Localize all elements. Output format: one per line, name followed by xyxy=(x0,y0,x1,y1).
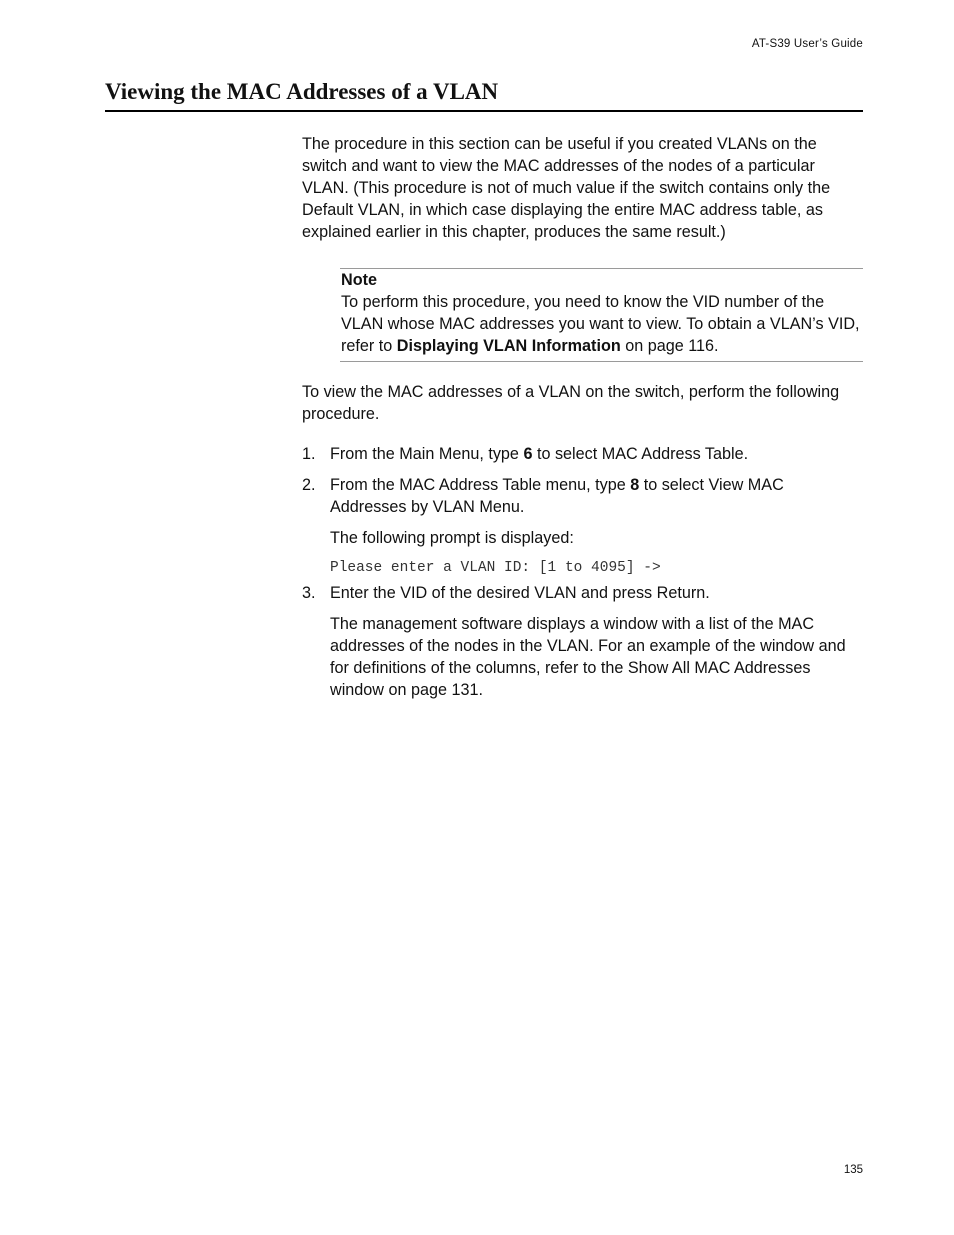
note-box xyxy=(340,268,863,362)
step-key: 6 xyxy=(523,445,533,463)
intro-paragraph: The procedure in this section can be useful if you created VLANs on the switch and want to view the MAC addresses of the nodes of a particular VLAN. (This procedure is not of much value if the switch contains only the Default VLAN, in which case displaying the entire MAC address table, as explained earlier in this chapter, produces the same result.) xyxy=(302,135,831,241)
page-number: 135 xyxy=(843,1164,863,1176)
step-text-after: to select MAC Address Table. xyxy=(532,445,749,463)
note-heading: Note xyxy=(341,271,377,289)
section-title: Viewing the MAC Addresses of a VLAN xyxy=(105,78,863,112)
step-key: 8 xyxy=(630,476,640,494)
step-text xyxy=(330,474,862,518)
step-sub-text: The management software displays a window with a list of the MAC addresses of the nodes in the VLAN. For an example of the window and for definitions of the columns, refer to the Show All MAC Addresses window on page 131. xyxy=(330,615,846,699)
step-number: 3. xyxy=(302,584,316,602)
running-header: AT-S39 User’s Guide xyxy=(751,38,863,50)
step-text-before: From the Main Menu, type xyxy=(330,445,524,463)
step-number: 1. xyxy=(302,445,316,463)
procedure-intro: To view the MAC addresses of a VLAN on the switch, perform the following procedure. xyxy=(302,383,840,423)
note-body xyxy=(341,291,863,357)
step-text-before: From the MAC Address Table menu, type xyxy=(330,476,631,494)
step-sub-text: The following prompt is displayed: xyxy=(330,529,574,547)
note-text-before: To perform this procedure, you need to know the VID number of the VLAN whose MAC addresses you want to view. To obtain a VLAN’s VID, refer to xyxy=(341,293,860,355)
prompt-code-line: Please enter a VLAN ID: [1 to 4095] -> xyxy=(330,560,661,576)
procedure-steps xyxy=(302,443,862,701)
step-2 xyxy=(302,474,862,578)
step-number: 2. xyxy=(302,476,316,494)
step-text-after: to select View MAC Addresses by VLAN Menu. xyxy=(330,476,784,516)
step-1 xyxy=(302,443,862,465)
note-link-displaying-vlan-information[interactable]: Displaying VLAN Information xyxy=(396,337,621,355)
step-text xyxy=(330,443,862,465)
note-text-after: on page 116. xyxy=(620,337,719,355)
step-3 xyxy=(302,582,862,701)
step-text: Enter the VID of the desired VLAN and press Return. xyxy=(330,584,710,602)
